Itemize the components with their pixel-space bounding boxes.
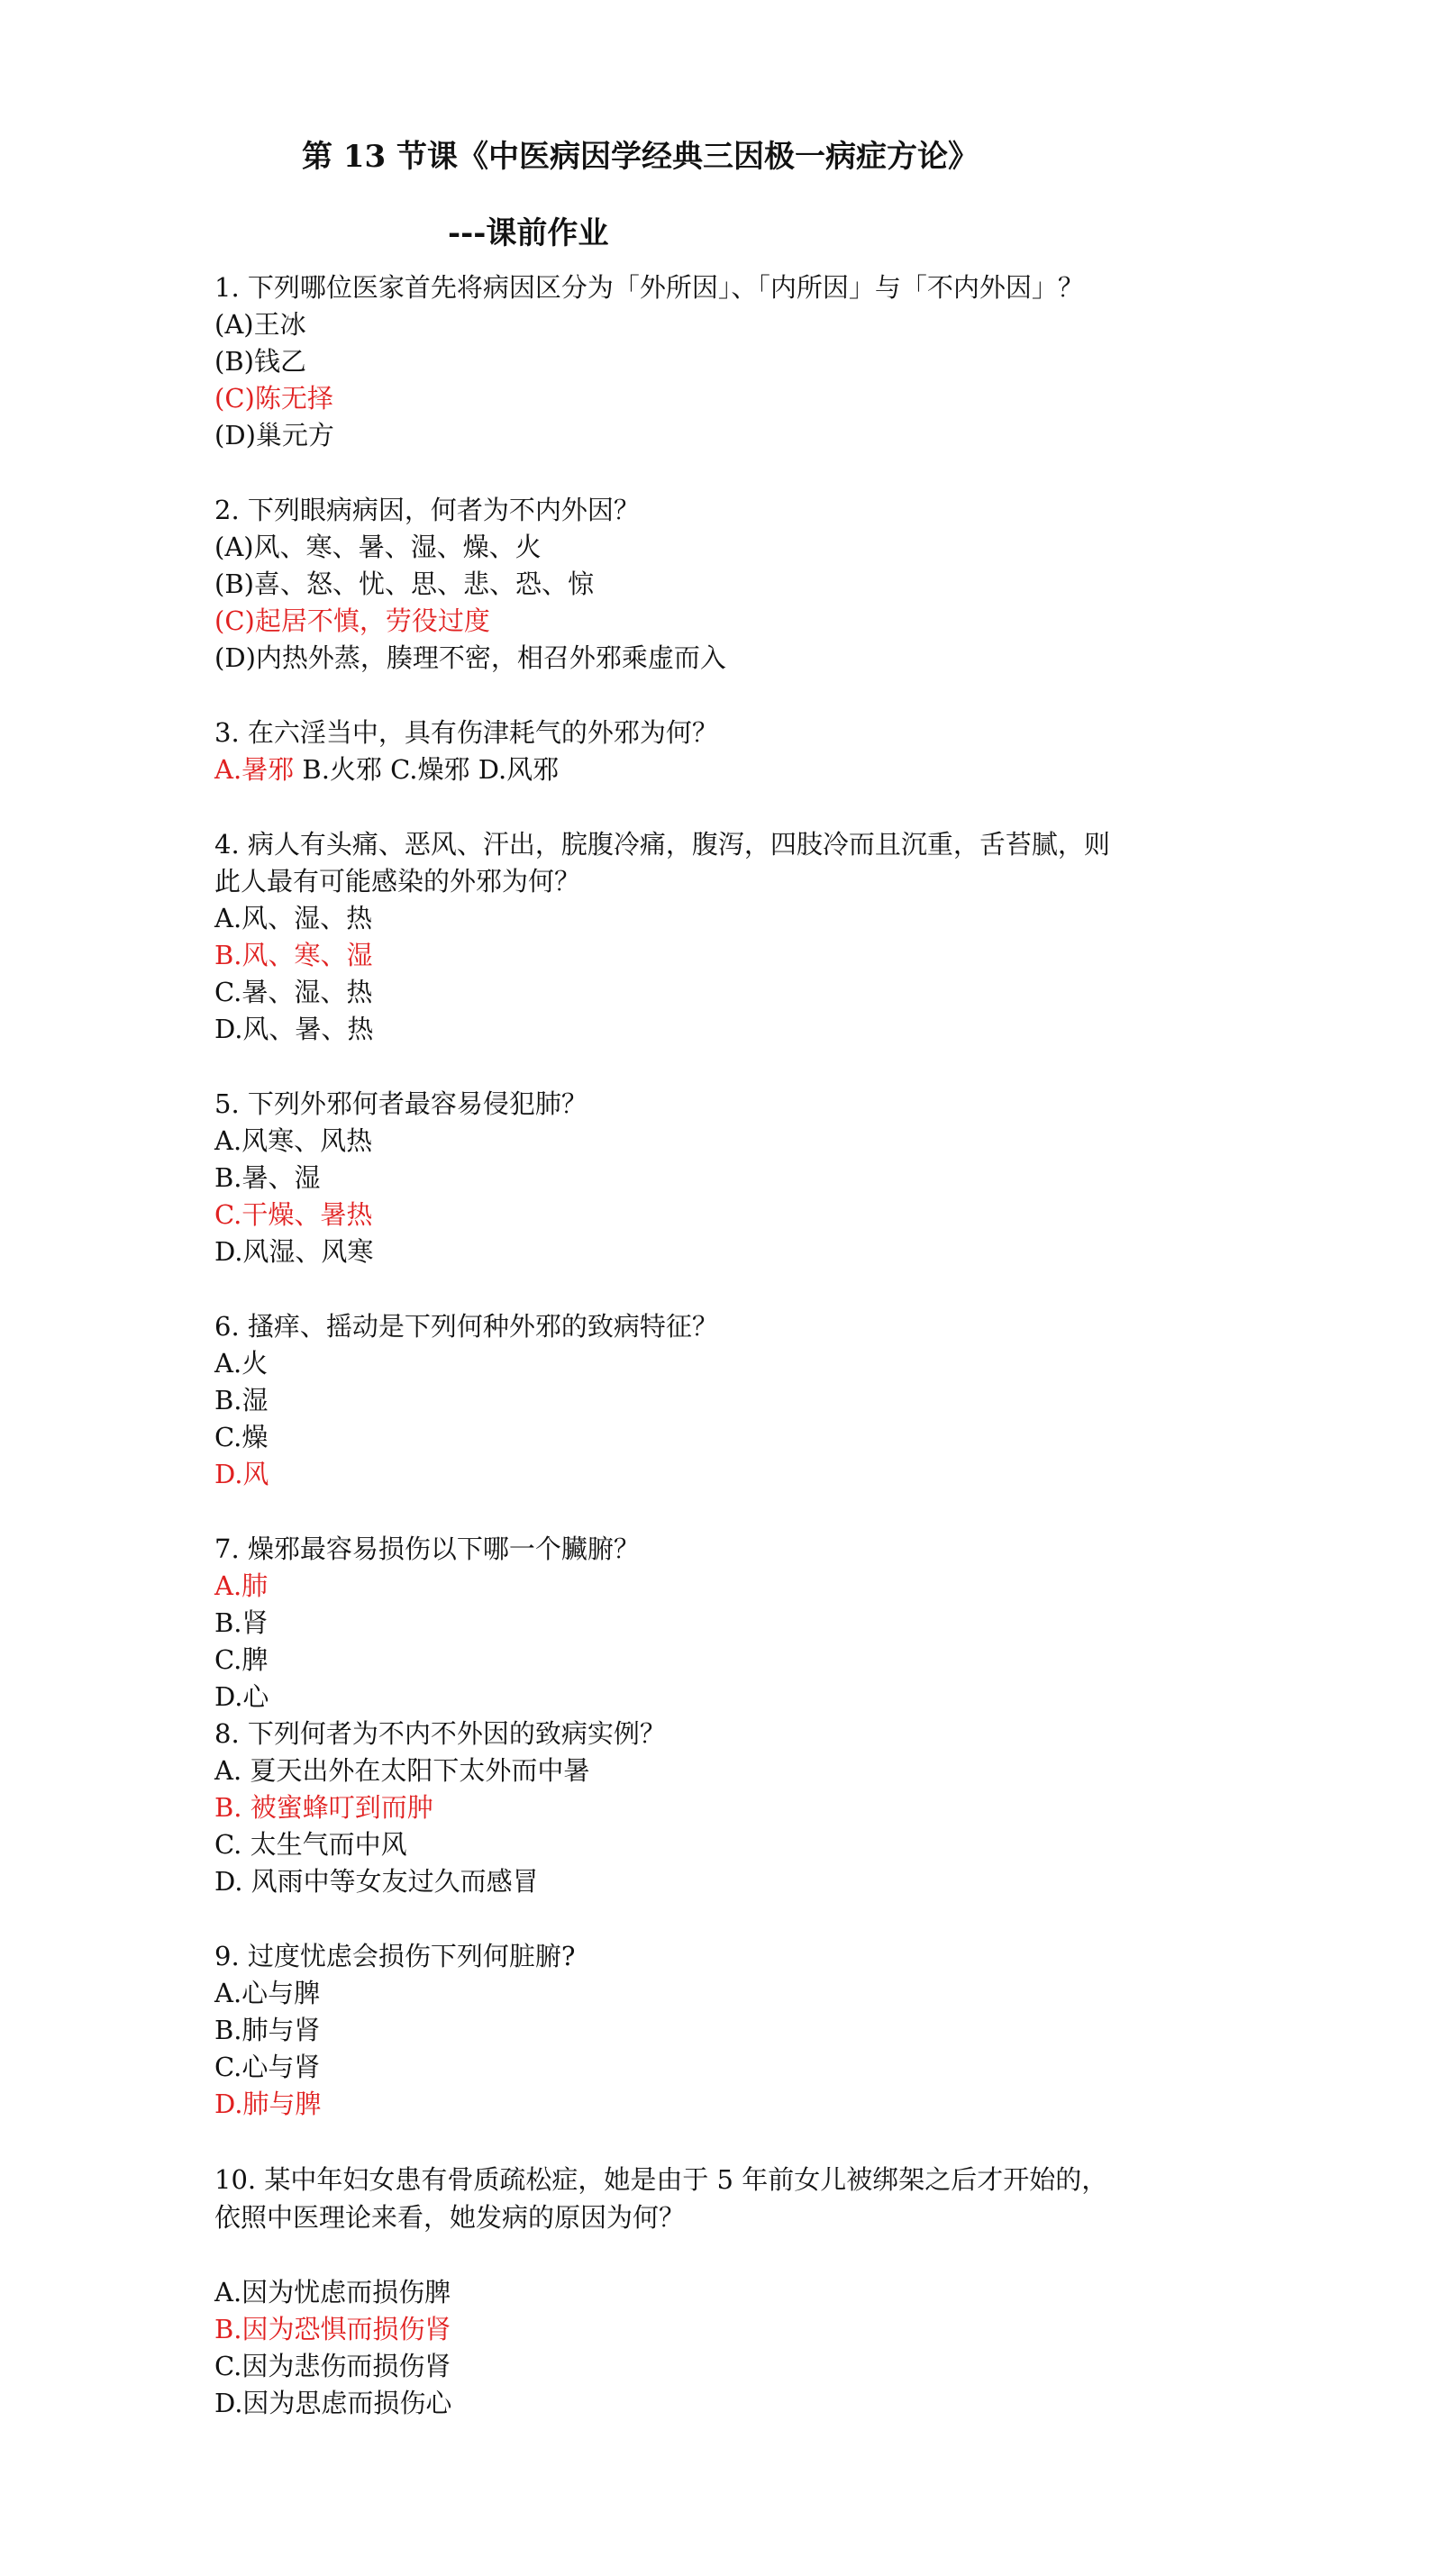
q6-option-b: B.湿 (214, 1385, 269, 1415)
question-7: 7. 燥邪最容易损伤以下哪一个臟腑？ (214, 1534, 640, 1564)
question-3: 3. 在六淫当中，具有伤津耗气的外邪为何？ (214, 717, 718, 748)
q9-option-d-answer: D.肺与脾 (214, 2089, 322, 2119)
q3-options-rest: B.火邪 C.燥邪 D.风邪 (302, 754, 560, 785)
q4-option-a: A.风、湿、热 (214, 903, 373, 933)
question-8: 8. 下列何者为不内不外因的致病实例？ (214, 1718, 666, 1749)
q5-option-c-answer: C.干燥、暑热 (214, 1199, 373, 1230)
question-4-line-2: 此人最有可能感染的外邪为何？ (214, 866, 581, 897)
q7-option-a-answer: A.肺 (214, 1570, 269, 1601)
page-subtitle: ---课前作业 (448, 215, 609, 251)
q8-option-b-answer: B. 被蜜蜂叮到而肿 (214, 1792, 433, 1823)
q2-option-c-answer: (C)起居不慎，劳役过度 (214, 605, 490, 636)
page-title: 第 13 节课《中医病因学经典三因极一病症方论》 (302, 139, 979, 175)
question-4-line-1: 4. 病人有头痛、恶风、汗出，脘腹冷痛，腹泻，四肢冷而且沉重，舌苔腻，则 (214, 829, 1110, 860)
q3-options-line (214, 754, 560, 785)
q8-option-c: C. 太生气而中风 (214, 1829, 407, 1860)
q6-option-c: C.燥 (214, 1422, 269, 1452)
q7-option-d: D.心 (214, 1681, 269, 1712)
q10-option-a: A.因为忧虑而损伤脾 (214, 2277, 451, 2307)
q4-option-d: D.风、暑、热 (214, 1014, 374, 1044)
q1-option-a: (A)王冰 (214, 309, 306, 340)
question-10-line-1: 10. 某中年妇女患有骨质疏松症，她是由于 5 年前女儿被绑架之后才开始的， (214, 2164, 1108, 2195)
q9-option-b: B.肺与肾 (214, 2015, 321, 2045)
q4-option-b-answer: B.风、寒、湿 (214, 940, 373, 970)
q7-option-b: B.肾 (214, 1607, 269, 1638)
q10-option-d: D.因为思虑而损伤心 (214, 2388, 452, 2418)
question-9: 9. 过度忧虑会损伤下列何脏腑? (214, 1941, 576, 1971)
q8-option-d: D. 风雨中等女友过久而感冒 (214, 1866, 539, 1897)
question-5: 5. 下列外邪何者最容易侵犯肺？ (214, 1088, 587, 1119)
q3-option-a-answer: A.暑邪 (214, 754, 295, 785)
q5-option-a: A.风寒、风热 (214, 1125, 373, 1156)
question-10-line-2: 依照中医理论来看，她发病的原因为何？ (214, 2202, 686, 2233)
q2-option-d: (D)内热外蒸，腠理不密，相召外邪乘虚而入 (214, 642, 726, 673)
q2-option-a: (A)风、寒、暑、湿、燥、火 (214, 532, 542, 562)
q5-option-d: D.风湿、风寒 (214, 1236, 374, 1267)
question-1: 1. 下列哪位医家首先将病因区分为「外所因」、「内所因」与「不内外因」？ (214, 272, 1084, 303)
question-2: 2. 下列眼病病因，何者为不内外因？ (214, 495, 640, 525)
q5-option-b: B.暑、湿 (214, 1162, 321, 1193)
q1-option-c-answer: (C)陈无择 (214, 383, 333, 414)
q2-option-b: (B)喜、怒、忧、思、悲、恐、惊 (214, 569, 594, 599)
q9-option-a: A.心与脾 (214, 1978, 321, 2008)
question-6: 6. 搔痒、摇动是下列何种外邪的致病特征？ (214, 1311, 718, 1342)
q10-option-b-answer: B.因为恐惧而损伤肾 (214, 2314, 451, 2344)
q4-option-c: C.暑、湿、热 (214, 977, 373, 1007)
q8-option-a: A. 夏天出外在太阳下太外而中暑 (214, 1755, 590, 1786)
q1-option-b: (B)钱乙 (214, 346, 306, 377)
q6-option-a: A.火 (214, 1348, 269, 1379)
q1-option-d: (D)巢元方 (214, 420, 334, 451)
q9-option-c: C.心与肾 (214, 2052, 321, 2082)
q6-option-d-answer: D.风 (214, 1459, 269, 1489)
q7-option-c: C.脾 (214, 1644, 269, 1675)
q10-option-c: C.因为悲伤而损伤肾 (214, 2351, 451, 2381)
